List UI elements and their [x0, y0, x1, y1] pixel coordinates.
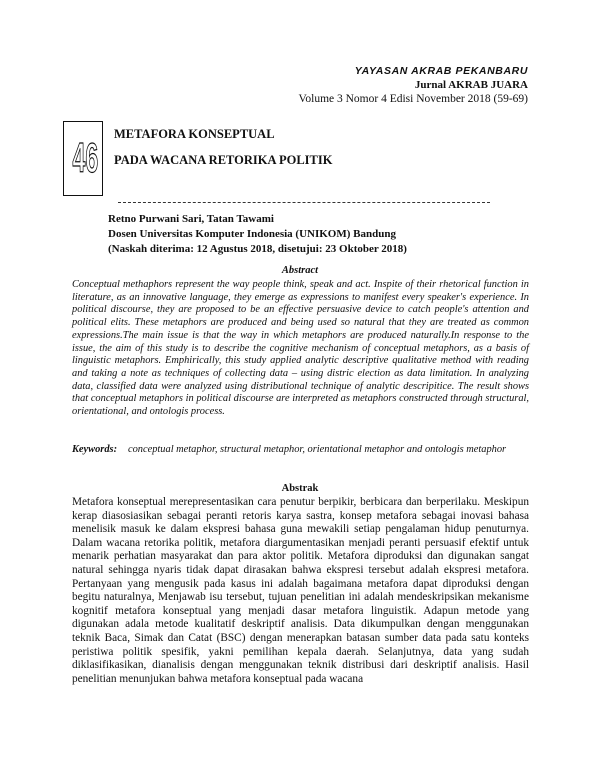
title-line-2: PADA WACANA RETORIKA POLITIK [114, 153, 333, 167]
journal-volume: Volume 3 Nomor 4 Edisi November 2018 (59-69) [298, 93, 528, 105]
article-title [114, 121, 332, 173]
abstrak-indonesian-text: Metafora konseptual merepresentasikan cara penutur berpikir, berbicara dan berperilaku. Meskipun kerap diasosiasikan sebagai peranti retoris karya sastra, konsep metafora sebagai inovasi bahasa menelisik masuk ke dalam ekspresi bahasa guna mewakili setiap pengalaman hidup penuturnya. Dalam wacana retorika politik, metafora diargumentasikan menjadi peranti persuasif efektif untuk menarik perhatian masyarakat dan para aktor politik. Metafora diproduksi dan digunakan sangat natural sehingga nyaris tidak dapat dirasakan bahwa ekspresi tersebut adalah ekspresi metafora. Pertanyaan yang mengusik pada kasus ini adalah bagaimana metafora dapat diproduksi dengan begitu naturalnya, Menjawab isu tersebut, tujuan penelitian ini adalah mendeskripsikan mekanisme kognitif metafora konseptual yang menjadi dasar metafora linguistik. Adapun metode yang digunakan adala metode kualitatif deskriptif analisis. Data dikumpulkan dengan menggunakan teknik Baca, Simak dan Catat (BSC) dengan menerapkan batasan sumber data pada satu konteks peristiwa politik spesifik, yakni pemilihan kepala daerah. Selanjutnya, data yang sudah diklasifikasikan, dianalisis dengan menggunakan teknik distribusi dari deskriptif analisis. Hasil penelitian menunjukan bahwa metafora konseptual pada wacana [72, 496, 529, 685]
keywords-text: conceptual metaphor, structural metaphor, orientational metaphor and ontologis metaphor [128, 444, 507, 455]
author-names: Retno Purwani Sari, Tatan Tawami [108, 213, 274, 225]
title-line-1: METAFORA KONSEPTUAL [114, 127, 275, 141]
article-number: 46 [72, 134, 99, 181]
author-block [108, 212, 407, 257]
separator-rule [118, 202, 490, 203]
journal-name: Jurnal AKRAB JUARA [414, 79, 528, 91]
author-affiliation: Dosen Universitas Komputer Indonesia (UNIKOM) Bandung [108, 228, 396, 240]
submission-dates: (Naskah diterima: 12 Agustus 2018, disetujui: 23 Oktober 2018) [108, 243, 407, 255]
article-number-box [63, 121, 103, 196]
abstract-heading: Abstract [281, 265, 319, 276]
keywords-label: Keywords: [72, 444, 118, 455]
publisher-name: YAYASAN AKRAB PEKANBARU [354, 65, 528, 77]
journal-header [299, 64, 528, 106]
abstract-english-text: Conceptual methaphors represent the way people think, speak and act. Inspite of their rhetorical function in literature, as an innovative language, they emerge as expressions to manifest every speaker's experience. In political discourse, they are proposed to be an effective persuasive device to catch people's attention and political elits. These metaphors are produced and being used so natural that they are treated as common expressions.The main issue is that the way in which metaphors are produced naturally.In response to the issue, the aim of this study is to describe the cognitive mechanism of conceptual metaphors, as a basis of linguistic metaphors. Emphirically, this study applied analytic descriptive qualitative method with reading and taking a note as techniques of collecting data – using distric election as data limitation. In analyzing data, classified data were analyzed using distributional technique of analytic descripitice. The result shows that conceptual metaphors in political discourse are interpreted as metaphors constructed through structural, orientational, and ontologis process. [72, 279, 529, 418]
abstrak-heading: Abstrak [281, 483, 319, 494]
